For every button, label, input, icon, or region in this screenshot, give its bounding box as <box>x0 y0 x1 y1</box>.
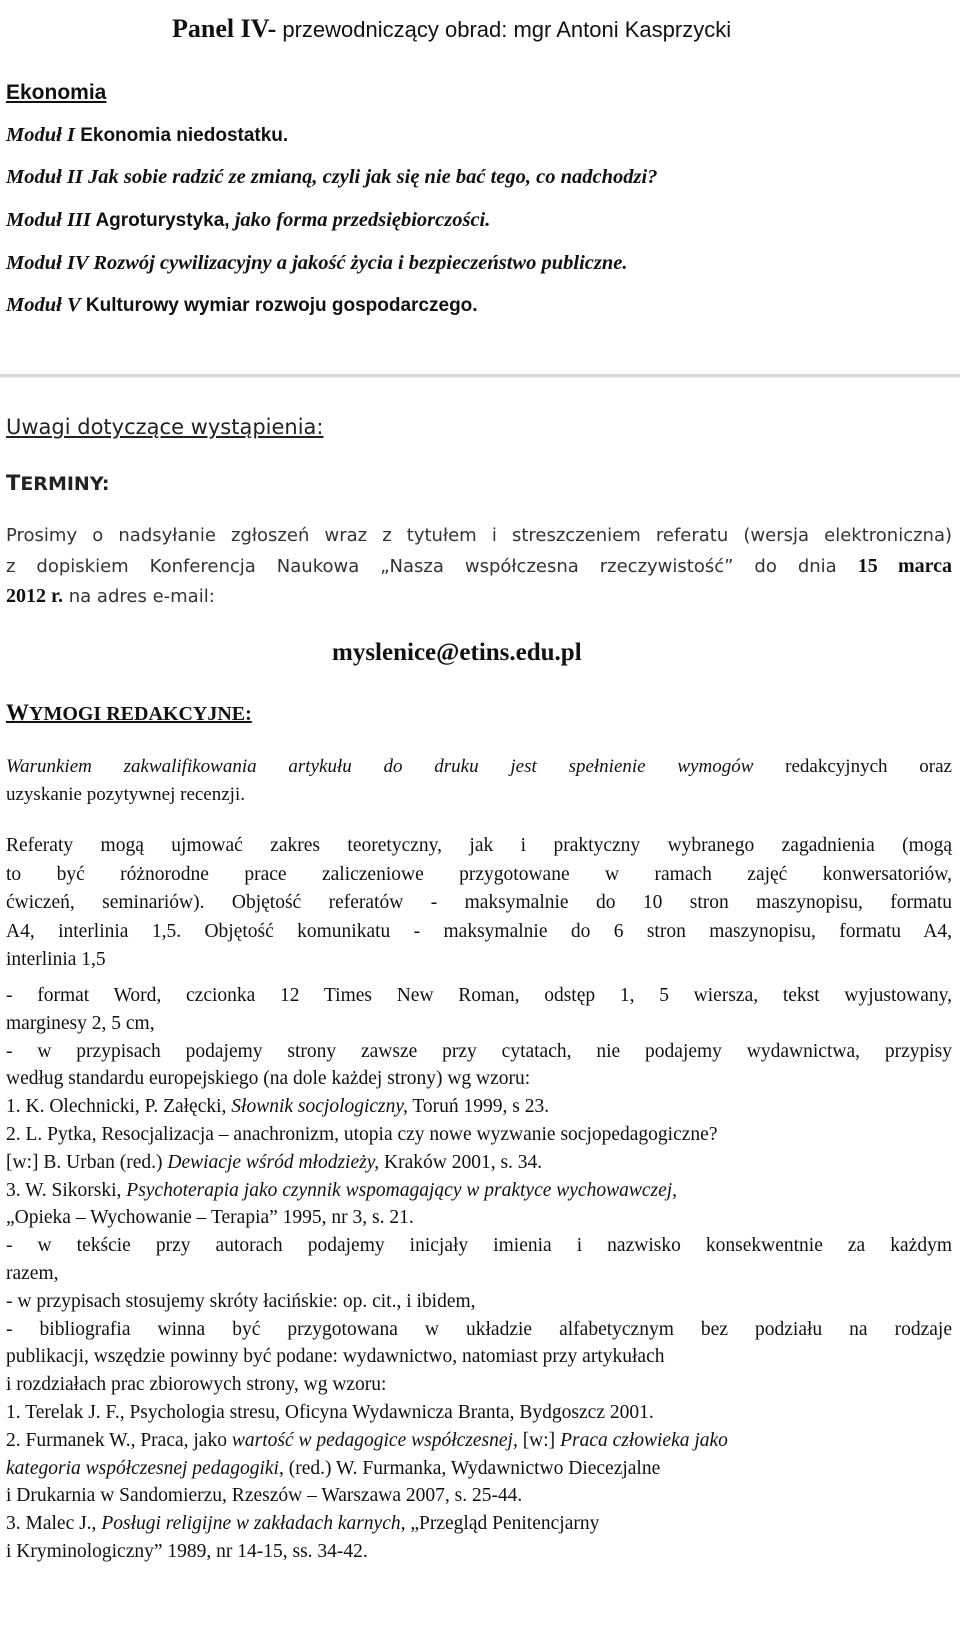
line-italic: kategoria współczesnej pedagogiki <box>6 1457 279 1479</box>
line-text: , [w:] <box>512 1429 561 1451</box>
rule-line: - bibliografia winna być przygotowana w układzie alfabetycznym bez podziału na rodzaje <box>6 1318 952 1340</box>
module-prefix: Moduł I <box>6 124 75 146</box>
line-italic: Posługi religijne w zakładach karnych <box>101 1513 401 1535</box>
remarks-heading: Uwagi dotyczące wystąpienia: <box>6 415 324 439</box>
bibliography-example-2-cont <box>6 1458 952 1486</box>
paragraph-line: uzyskanie pozytywnej recenzji. <box>6 784 245 805</box>
paragraph-line: to być różnorodne prace zaliczeniowe przygotowane w ramach zajęć konwersatoriów, <box>6 863 952 885</box>
deadline-date: 15 marca <box>857 555 952 577</box>
deadline-year: 2012 r. <box>6 585 64 607</box>
line-text: [w:] B. Urban (red.) <box>6 1151 168 1173</box>
rule-line: i rozdziałach prac zbiorowych strony, wg wzoru: <box>6 1374 387 1396</box>
bibliography-example-3 <box>6 1513 952 1541</box>
panel-heading <box>172 14 731 44</box>
rule-line: według standardu europejskiego (na dole każdej strony) wg wzoru: <box>6 1068 531 1090</box>
paragraph-line: Referaty mogą ujmować zakres teoretyczny, jak i praktyczny wybranego zagadnienia (mogą <box>6 835 952 856</box>
module-title: Jak sobie radzić ze zmianą, czyli jak się nie bać tego, co nadchodzi? <box>82 166 658 188</box>
module-3 <box>6 209 490 232</box>
module-title: Rozwój cywilizacyjny a jakość życia i bezpieczeństwo publiczne. <box>88 252 628 274</box>
paragraph-line: A4, interlinia 1,5. Objętość komunikatu - maksymalnie do 6 stron maszynopisu, formatu A4, <box>6 920 952 942</box>
panel-chair: przewodniczący obrad: mgr Antoni Kasprzycki <box>276 17 732 42</box>
module-prefix: Moduł IV <box>6 252 89 274</box>
line-italic: Praca człowieka jako <box>560 1429 728 1451</box>
deadlines-heading-initial: T <box>6 471 21 495</box>
module-prefix: Moduł II <box>6 166 83 188</box>
rule-line: publikacji, wszędzie powinny być podane: wydawnictwo, natomiast przy artykułach <box>6 1346 665 1368</box>
line-text: 2. Furmanek W., Praca, jako <box>6 1429 232 1451</box>
module-title: Ekonomia niedostatku. <box>74 125 289 146</box>
papers-paragraph <box>6 835 952 978</box>
section-heading-ekonomia: Ekonomia <box>6 81 107 104</box>
line-text: na adres e-mail: <box>63 586 215 607</box>
bibliography-example-1: 1. Terelak J. F., Psychologia stresu, Oficyna Wydawnicza Branta, Bydgoszcz 2001. <box>6 1401 654 1423</box>
paragraph-line <box>6 555 952 585</box>
paragraph-line: ćwiczeń, seminariów). Objętość referatów - maksymalnie do 10 stron maszynopisu, formatu <box>6 892 952 913</box>
bibliography-example-3-cont: i Kryminologiczny” 1989, nr 14-15, ss. 34-42. <box>6 1540 368 1562</box>
line-text: redakcyjnych oraz <box>753 756 952 777</box>
rule-line: - w przypisach podajemy strony zawsze przy cytatach, nie podajemy wydawnictwa, przypisy <box>6 1040 952 1062</box>
rule-line: - w tekście przy autorach podajemy inicjały imienia i nazwisko konsekwentnie za każdym <box>6 1235 952 1257</box>
horizontal-divider <box>0 374 960 378</box>
rule-line: - format Word, czcionka 12 Times New Roman, odstęp 1, 5 wiersza, tekst wyjustowany, <box>6 985 952 1006</box>
line-italic: wartość w pedagogice współczesnej <box>231 1429 513 1451</box>
module-title-plain: Agroturystyka, <box>90 210 230 231</box>
line-text: Toruń 1999, s 23. <box>407 1096 550 1118</box>
module-title-italic: jako forma przedsiębiorczości. <box>229 209 491 231</box>
paragraph-line <box>6 756 952 784</box>
module-5 <box>6 294 478 317</box>
deadlines-heading <box>6 471 110 495</box>
module-prefix: Moduł V <box>6 294 81 316</box>
footnote-example-1 <box>6 1096 952 1124</box>
editorial-requirements-heading <box>6 700 252 726</box>
footnote-example-3-cont: „Opieka – Wychowanie – Terapia” 1995, nr 3, s. 21. <box>6 1207 414 1229</box>
paragraph-line: Prosimy o nadsyłanie zgłoszeń wraz z tytułem i streszczeniem referatu (wersja elektroniczna) <box>6 525 952 546</box>
bibliography-example-2 <box>6 1430 952 1458</box>
contact-email[interactable]: myslenice@etins.edu.pl <box>332 639 582 666</box>
bibliography-example-2-end: i Drukarnia w Sandomierzu, Rzeszów – Warszawa 2007, s. 25-44. <box>6 1485 523 1507</box>
footnote-example-3 <box>6 1180 952 1208</box>
rule-line: - w przypisach stosujemy skróty łacińskie: op. cit., i ibidem, <box>6 1290 476 1312</box>
line-italic: Psychoterapia jako czynnik wspomagający w praktyce wychowawczej, <box>126 1179 678 1201</box>
line-text: 1. K. Olechnicki, P. Załęcki, <box>6 1096 232 1118</box>
line-italic: Dewiacje wśród młodzieży, <box>167 1151 380 1173</box>
rule-line: razem, <box>6 1262 59 1284</box>
line-italic: Warunkiem zakwalifikowania artykułu do druku jest spełnienie wymogów <box>6 756 754 777</box>
paragraph-line <box>6 585 952 615</box>
module-prefix: Moduł III <box>6 209 91 231</box>
deadlines-heading-rest: ERMINY: <box>20 473 110 495</box>
footnote-example-2: 2. L. Pytka, Resocjalizacja – anachronizm, utopia czy nowe wyzwanie socjopedagogiczne? <box>6 1123 718 1145</box>
footnote-example-2-cont <box>6 1152 952 1180</box>
module-2 <box>6 166 657 189</box>
module-1 <box>6 124 288 147</box>
line-text: , „Przegląd Penitencjarny <box>400 1513 600 1535</box>
heading-initial: W <box>6 700 29 725</box>
line-text: 3. Malec J., <box>6 1513 102 1535</box>
module-4 <box>6 252 627 275</box>
rule-line: marginesy 2, 5 cm, <box>6 1012 155 1034</box>
line-text: z dopiskiem Konferencja Naukowa „Nasza współczesna rzeczywistość” do dnia <box>6 556 858 577</box>
line-text: , (red.) W. Furmanka, Wydawnictwo Diecezjalne <box>278 1457 661 1479</box>
qualification-paragraph <box>6 756 952 812</box>
line-text: Kraków 2001, s. 34. <box>379 1151 543 1173</box>
panel-label: Panel IV- <box>172 14 277 43</box>
line-text: 3. W. Sikorski, <box>6 1179 127 1201</box>
formatting-rules <box>6 985 952 1569</box>
module-title: Kulturowy wymiar rozwoju gospodarczego. <box>80 295 478 316</box>
submission-paragraph <box>6 525 952 615</box>
line-italic: Słownik socjologiczny, <box>231 1096 408 1118</box>
heading-rest: YMOGI REDAKCYJNE: <box>29 703 252 725</box>
paragraph-line: interlinia 1,5 <box>6 949 106 970</box>
